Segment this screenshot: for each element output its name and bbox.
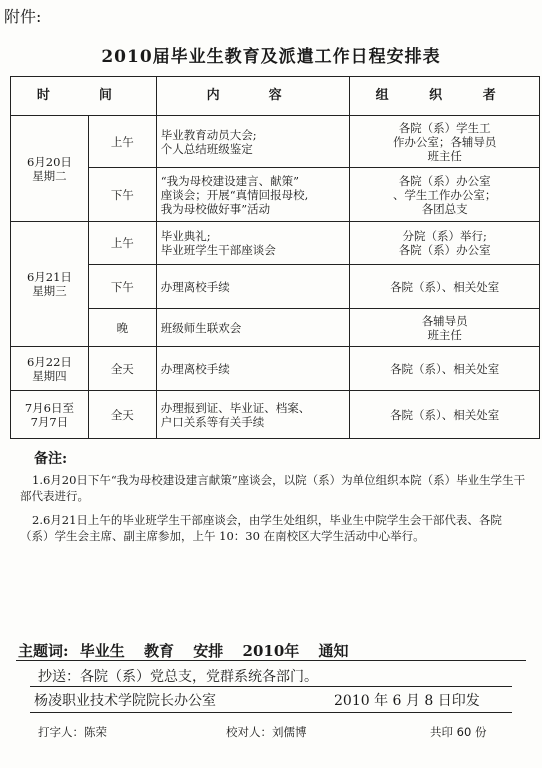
content-line: 办理离校手续 bbox=[160, 279, 230, 294]
organizer-line: 作办公室；各辅导员 bbox=[392, 134, 497, 149]
date-line: 7月6日至 bbox=[24, 400, 74, 415]
content-line: 毕业教育动员大会; bbox=[160, 127, 257, 142]
notes-heading: 备注: bbox=[34, 451, 68, 467]
organizer-cell bbox=[350, 116, 540, 168]
date-line: 6月22日 bbox=[26, 354, 72, 369]
content-line: 座谈会；开展“真情回报母校, bbox=[160, 187, 309, 202]
organizer-line: 各辅导员 bbox=[421, 313, 468, 328]
issue-date: 2010 年 6 月 8 日印发 bbox=[334, 693, 480, 709]
date-cell bbox=[11, 222, 89, 347]
keywords-label: 主题词: bbox=[18, 642, 69, 660]
content-line: 我为母校做好事”活动 bbox=[160, 201, 271, 216]
divider bbox=[30, 686, 512, 687]
content-line: “我为母校建设建言、献策” bbox=[160, 173, 300, 188]
content-cell bbox=[156, 222, 350, 265]
content-cell bbox=[156, 391, 350, 439]
header-organizer: 组 织 者 bbox=[350, 77, 540, 116]
keyword: 通知 bbox=[318, 642, 349, 660]
content-cell bbox=[156, 116, 350, 168]
table-row bbox=[11, 347, 540, 391]
date-cell bbox=[11, 347, 89, 391]
document-title: 2010届毕业生教育及派遣工作日程安排表 bbox=[101, 47, 441, 67]
organizer-cell bbox=[350, 347, 540, 391]
keyword: 教育 bbox=[144, 642, 175, 660]
keyword: 安排 bbox=[193, 642, 224, 660]
organizer-line: 班主任 bbox=[427, 148, 462, 163]
keyword: 2010年 bbox=[242, 642, 300, 660]
content-line: 毕业班学生干部座谈会 bbox=[160, 243, 276, 257]
organizer-line: 各团总支 bbox=[421, 201, 468, 216]
issuer: 杨凌职业技术学院院长办公室 bbox=[34, 693, 216, 709]
content-line: 办理离校手续 bbox=[160, 361, 230, 376]
attachment-label: 附件: bbox=[4, 7, 42, 26]
organizer-cell bbox=[350, 391, 540, 439]
time-cell: 上午 bbox=[88, 222, 156, 265]
organizer-line: 各院（系）、相关处室 bbox=[390, 407, 500, 422]
content-cell bbox=[156, 265, 350, 309]
divider bbox=[30, 712, 512, 713]
header-time: 时 间 bbox=[11, 77, 157, 116]
organizer-line: 分院（系）举行; bbox=[402, 229, 487, 243]
time-cell: 全天 bbox=[88, 391, 156, 439]
note-item-2: 2.6月21日上午的毕业班学生干部座谈会，由学生处组织，毕业生中院学生会干部代表、各院（系）学生会主席、副主席参加，上午 10：30 在南校区大学生活动中心举行。 bbox=[20, 513, 502, 543]
organizer-line: 、学生工作办公室； bbox=[392, 187, 497, 202]
organizer-cell bbox=[350, 309, 540, 347]
organizer-line: 班主任 bbox=[427, 327, 462, 342]
content-line: 办理报到证、毕业证、档案、 bbox=[160, 400, 311, 415]
date-cell bbox=[11, 116, 89, 222]
content-cell bbox=[156, 168, 350, 222]
typist: 打字人：陈荣 bbox=[38, 725, 107, 739]
content-cell bbox=[156, 347, 350, 391]
keywords-line bbox=[18, 640, 363, 661]
note-item-1: 1.6月20日下午“我为母校建设建言献策”座谈会，以院（系）为单位组织本院（系）毕业生学生干部代表进行。 bbox=[20, 473, 526, 503]
time-cell: 下午 bbox=[88, 265, 156, 309]
schedule-table bbox=[10, 76, 540, 439]
organizer-line: 各院（系）、相关处室 bbox=[390, 279, 500, 294]
organizer-line: 各院（系）学生工 bbox=[398, 120, 491, 135]
content-line: 毕业典礼; bbox=[160, 229, 211, 243]
date-line: 6月20日 bbox=[26, 154, 72, 169]
content-cell bbox=[156, 309, 350, 347]
organizer-line: 各院（系）办公室 bbox=[398, 243, 491, 257]
organizer-cell bbox=[350, 168, 540, 222]
table-row bbox=[11, 391, 540, 439]
cc-line: 抄送：各院（系）党总支，党群系统各部门。 bbox=[38, 669, 318, 685]
organizer-cell bbox=[350, 222, 540, 265]
weekday-line: 星期三 bbox=[32, 284, 67, 298]
weekday-line: 星期二 bbox=[32, 168, 67, 183]
organizer-cell bbox=[350, 265, 540, 309]
content-line: 个人总结班级鉴定 bbox=[160, 141, 253, 156]
content-line: 户口关系等有关手续 bbox=[160, 414, 265, 429]
table-header-row bbox=[11, 77, 540, 116]
content-line: 班级师生联欢会 bbox=[160, 320, 242, 335]
organizer-line: 各院（系）办公室 bbox=[398, 173, 491, 188]
header-content: 内 容 bbox=[156, 77, 350, 116]
copies-count: 共印 60 份 bbox=[430, 725, 487, 739]
date-line: 7月7日 bbox=[30, 414, 69, 429]
keyword: 毕业生 bbox=[79, 642, 125, 660]
table-row bbox=[11, 116, 540, 168]
table-row bbox=[11, 309, 540, 347]
table-row bbox=[11, 265, 540, 309]
time-cell: 晚 bbox=[88, 309, 156, 347]
time-cell: 上午 bbox=[88, 116, 156, 168]
date-line: 6月21日 bbox=[26, 270, 72, 284]
time-cell: 全天 bbox=[88, 347, 156, 391]
weekday-line: 星期四 bbox=[32, 368, 67, 383]
proofreader: 校对人：刘儒博 bbox=[226, 725, 307, 739]
table-row bbox=[11, 222, 540, 265]
time-cell: 下午 bbox=[88, 168, 156, 222]
table-row bbox=[11, 168, 540, 222]
date-cell bbox=[11, 391, 89, 439]
organizer-line: 各院（系）、相关处室 bbox=[390, 361, 500, 376]
